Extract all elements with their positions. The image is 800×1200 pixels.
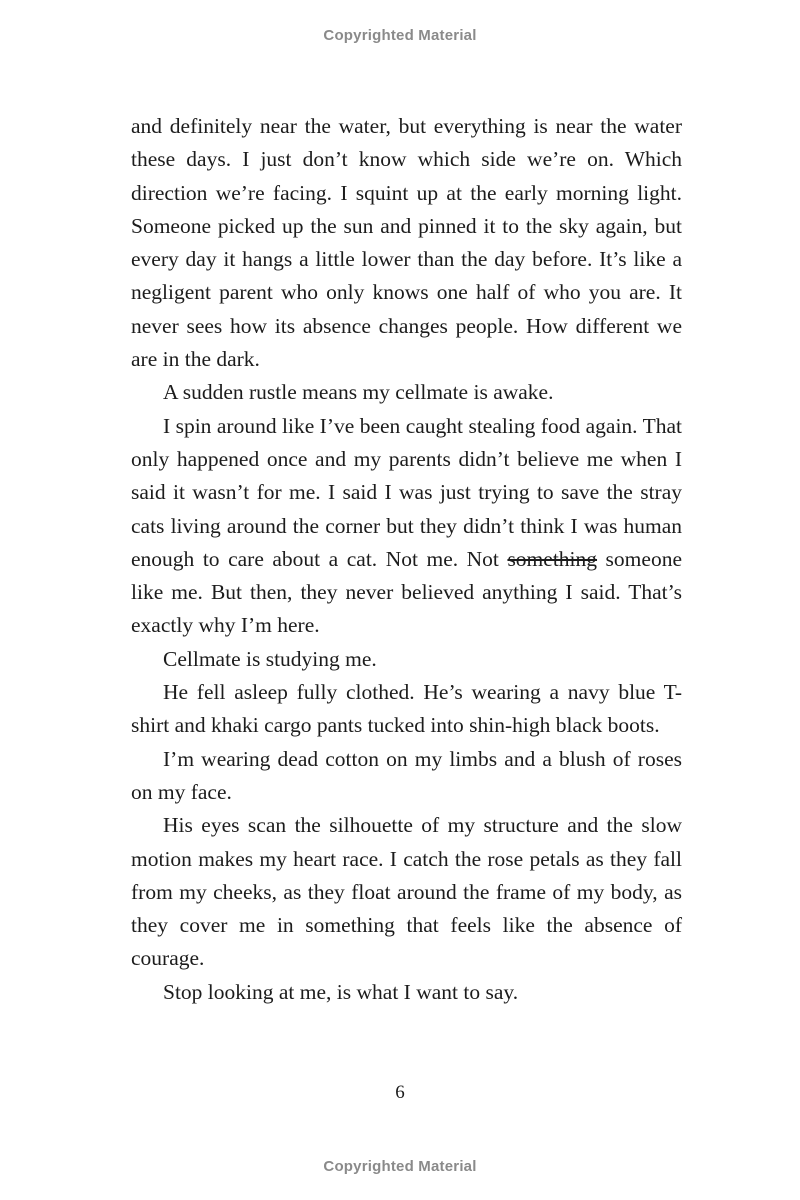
page-body <box>131 110 682 1009</box>
paragraph-3-text-after: someone like me. But then, they never believed anything I said. That’s exactly why I’m here. <box>131 546 682 638</box>
struck-word: something <box>507 546 598 571</box>
paragraph-7: His eyes scan the silhouette of my structure and the slow motion makes my heart race. I catch the rose petals as they fall from my cheeks, as they float around the frame of my body, as they cover me in something that feels like the absence of courage. <box>131 813 682 971</box>
paragraph-8: Stop looking at me, is what I want to say. <box>163 979 519 1004</box>
paragraph-2: A sudden rustle means my cellmate is awake. <box>163 380 554 405</box>
paragraph-3-text-before: I spin around like I’ve been caught stealing food again. That only happened once and my parents didn’t believe me when I said it wasn’t for me. I said I was just trying to save the stray cats living around the corner but they didn’t think I was human enough to care about a cat. Not me. Not <box>131 413 682 571</box>
paragraph-6: I’m wearing dead cotton on my limbs and a blush of roses on my face. <box>131 746 682 804</box>
copyright-watermark-top: Copyrighted Material <box>323 27 477 44</box>
copyright-watermark-bottom: Copyrighted Material <box>323 1158 477 1175</box>
paragraph-5: He fell asleep fully clothed. He’s wearing a navy blue T-shirt and khaki cargo pants tucked into shin-high black boots. <box>131 680 682 738</box>
page-number: 6 <box>395 1082 405 1103</box>
paragraph-4: Cellmate is studying me. <box>163 646 377 671</box>
paragraph-3 <box>131 410 682 643</box>
paragraph-1: and definitely near the water, but everything is near the water these days. I just don’t know which side we’re on. Which direction we’re facing. I squint up at the early morning light. Someone picked up the sun and pinned it to the sky again, but every day it hangs a little lower than the day before. It’s like a negligent parent who only knows one half of who you are. It never sees how its absence changes people. How different we are in the dark. <box>131 114 682 372</box>
